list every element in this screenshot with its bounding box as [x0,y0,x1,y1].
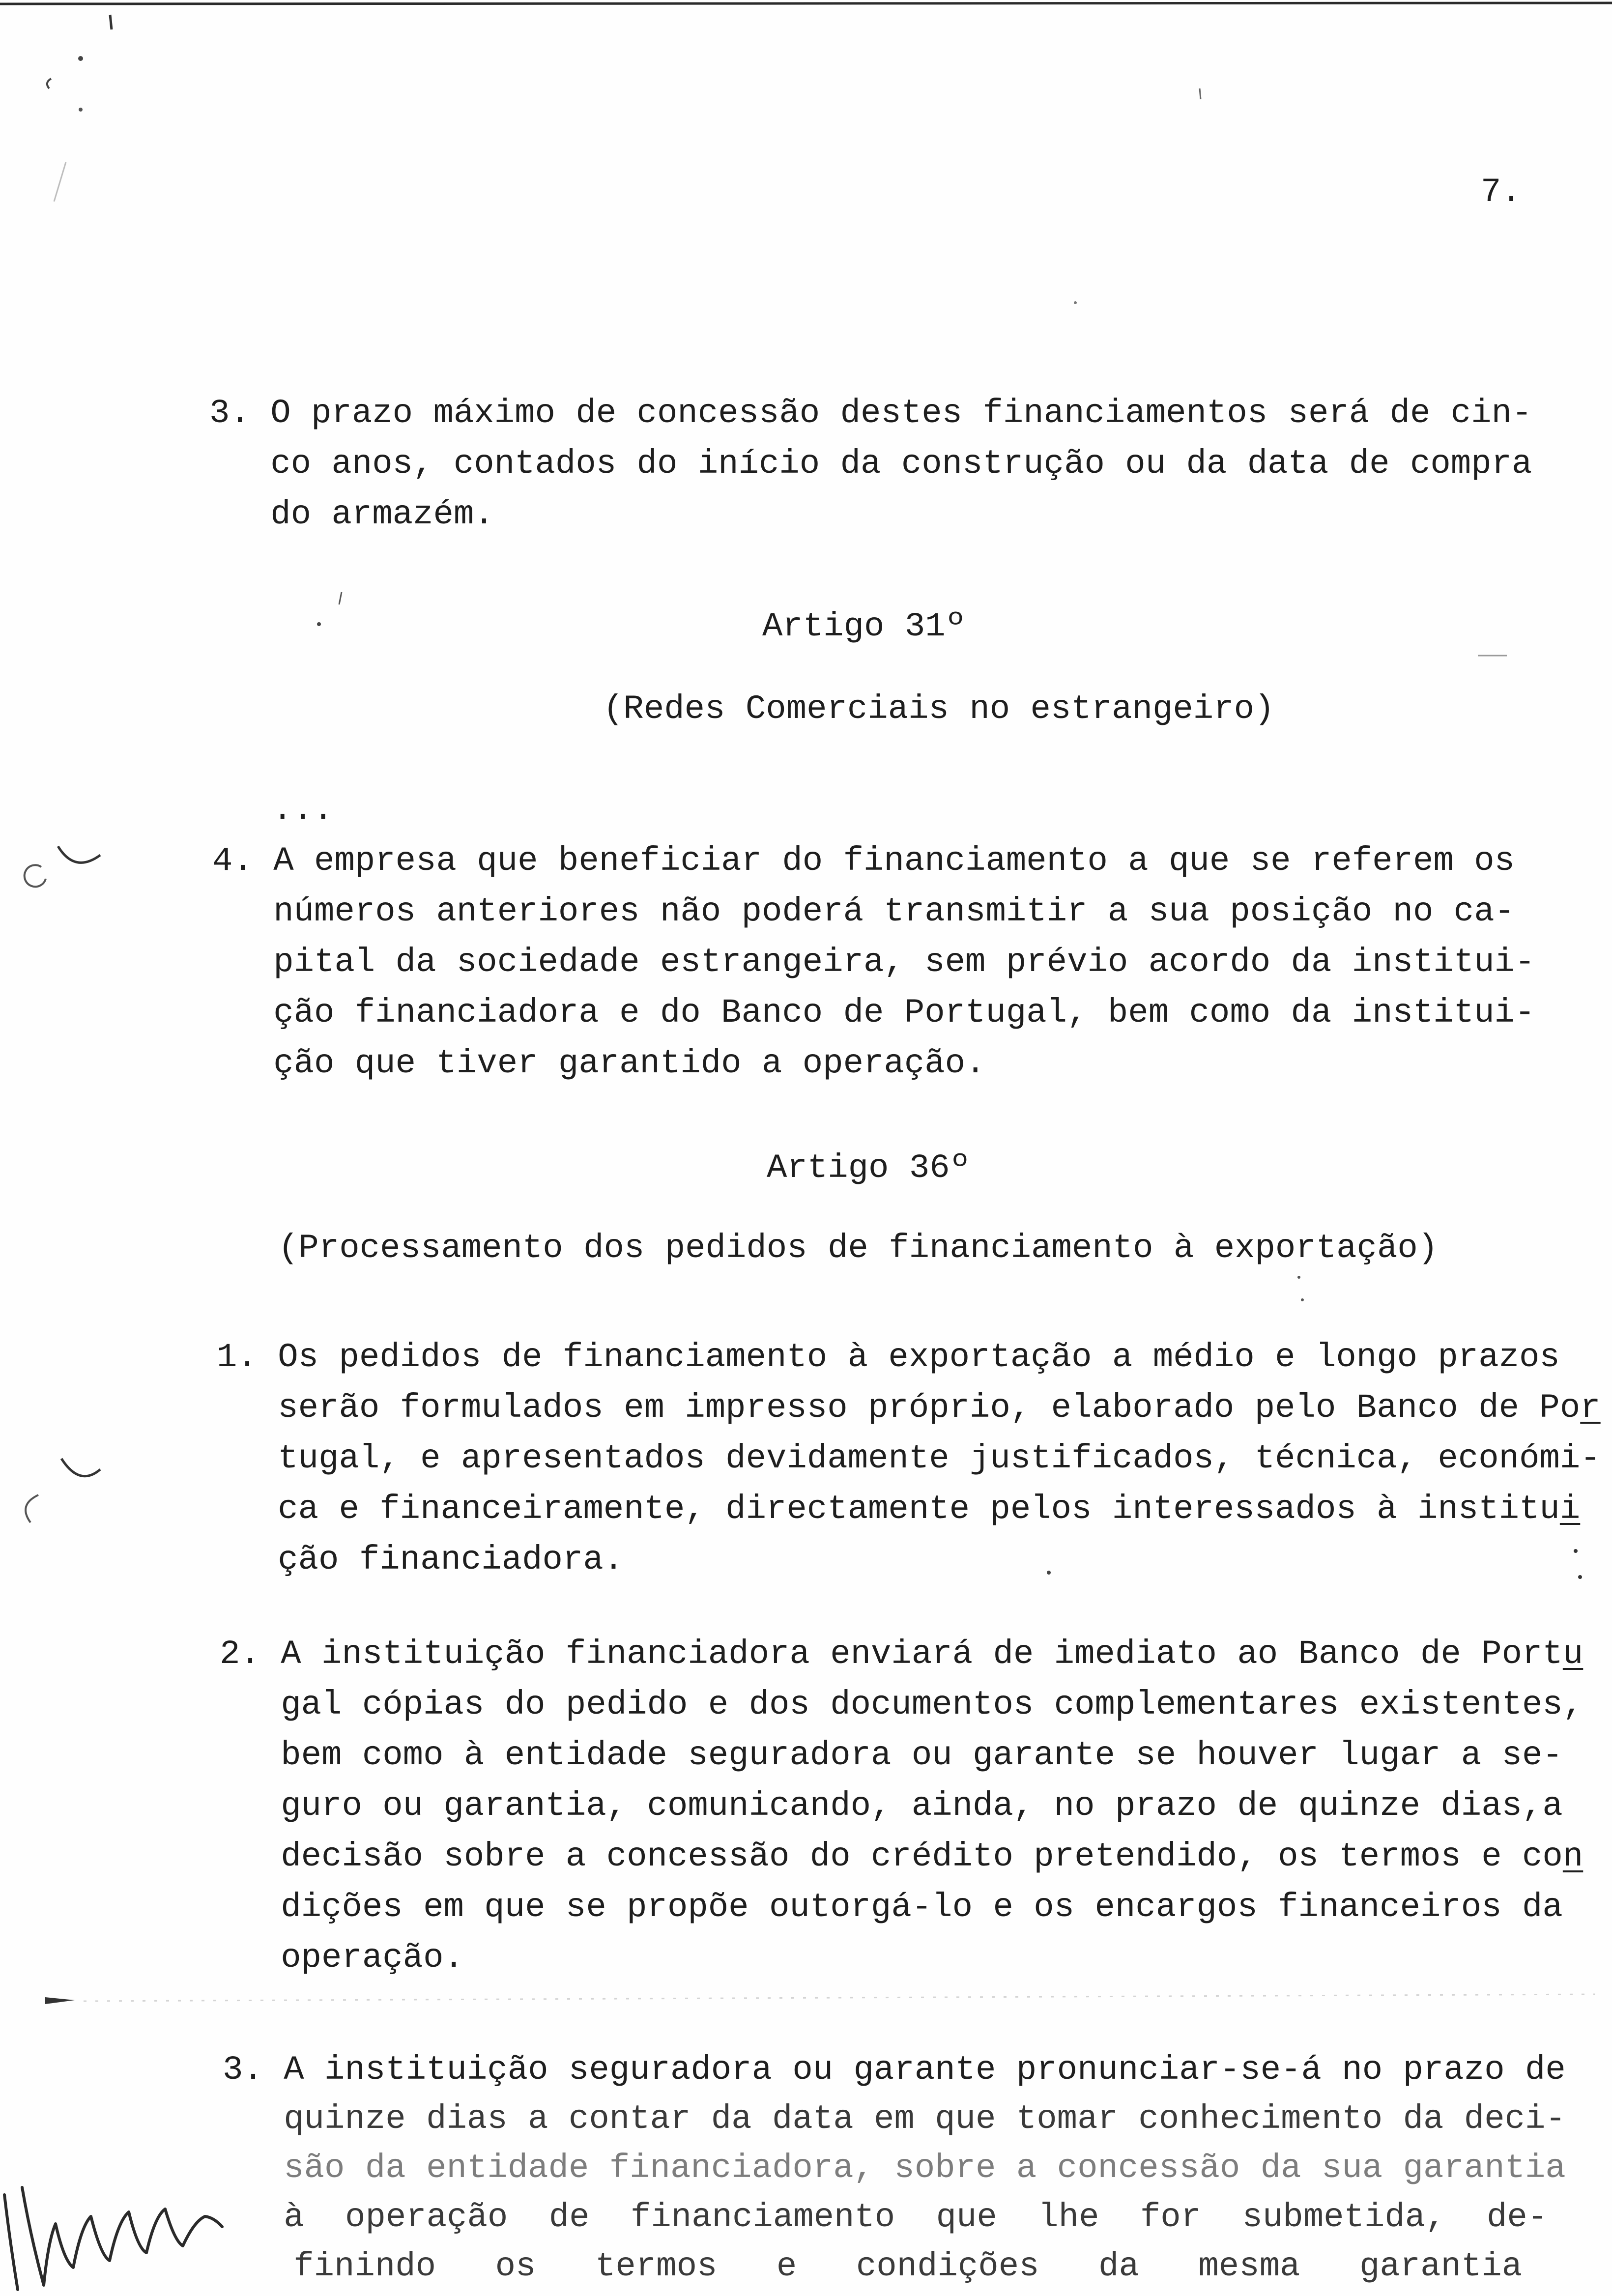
scan-speck [54,162,66,201]
paragraph-line: guro ou garantia, comunicando, ainda, no prazo de quinze dias,a [281,1787,1563,1825]
paragraph-text [281,1629,1583,1983]
scan-speck [339,592,342,604]
scan-speck [1074,301,1077,304]
paragraph-line: do armazém. [270,495,494,534]
punch-hole-mark [61,1459,100,1476]
paragraph-number: 4. [212,842,253,880]
scan-speck [79,108,83,112]
punch-hole-mark [25,865,46,887]
paragraph-line: ca e financeiramente, directamente pelos interessados à institui [278,1490,1581,1528]
scan-edge-line [0,3,1612,4]
page-number: 7. [1481,173,1522,211]
article-subheading: (Redes Comerciais no estrangeiro) [603,690,1275,728]
paragraph-number: 3. [223,2051,263,2089]
paragraph-number: 3. [209,394,250,432]
paragraph-line: gal cópias do pedido e dos documentos complementares existentes, [281,1686,1583,1724]
paragraph-line: operação. [281,1939,464,1977]
handwritten-mark [4,2187,222,2290]
paragraph-line: à operação de financiamento que lhe for submetida, de- [284,2198,1548,2237]
paragraph-line: quinze dias a contar da data em que tomar conhecimento da deci- [284,2100,1566,2138]
scan-speck [110,15,112,29]
paragraph-line: pital da sociedade estrangeira, sem prévio acordo da institui- [273,943,1535,981]
paragraph-line: A instituição financiadora enviará de imediato ao Banco de Portu [281,1635,1583,1673]
omission-ellipsis: ... [272,791,334,829]
paragraph-line: A empresa que beneficiar do financiamento a que se referem os [273,842,1515,880]
paragraph-text [273,836,1535,1089]
word-split-underline: u [1562,1635,1583,1673]
word-split-underline: n [1562,1837,1583,1876]
scan-speck [78,56,83,61]
paragraph-line: serão formulados em impresso próprio, elaborado pelo Banco de Por [278,1389,1601,1427]
paragraph-line: são da entidade financiadora, sobre a concessão da sua garantia [284,2149,1566,2187]
paragraph-line: finindo os termos e condições da mesma garantia [293,2247,1523,2286]
paragraph-number: 1. [217,1338,258,1377]
paragraph-text [284,2045,1566,2291]
paragraph-line: Os pedidos de financiamento à exportação a médio e longo prazos [278,1338,1560,1377]
paragraph-line: O prazo máximo de concessão destes financiamentos será de cin- [270,394,1532,432]
paragraph-line: ção financiadora. [278,1541,624,1579]
paragraph-line: decisão sobre a concessão do crédito pretendido, os termos e con [281,1837,1583,1876]
punch-hole-mark [26,1495,38,1522]
article-heading: Artigo 31º [762,607,966,646]
scan-noise-line [84,1994,1595,2001]
paragraph-text [278,1332,1600,1585]
article-subheading: (Processamento dos pedidos de financiamento à exportação) [278,1229,1439,1267]
scan-speck [1200,88,1201,99]
paragraph-line: números anteriores não poderá transmitir a sua posição no ca- [273,892,1515,931]
paragraph [209,388,1532,540]
word-split-underline: i [1559,1490,1581,1528]
scan-speck [1301,1298,1304,1301]
paragraph [212,836,1535,1089]
paragraph [220,1629,1583,1983]
paragraph-text [270,388,1532,540]
punch-hole-mark [58,846,100,862]
paragraph-line: bem como à entidade seguradora ou garante se houver lugar a se- [281,1736,1563,1775]
paragraph-line: ção que tiver garantido a operação. [273,1044,986,1083]
margin-arrow-mark [45,1997,75,2004]
word-split-underline: r [1580,1389,1601,1427]
scan-speck [47,79,51,88]
paragraph-number: 2. [220,1635,260,1673]
paragraph-line: A instituição seguradora ou garante pronunciar-se-á no prazo de [284,2051,1566,2089]
paragraph [217,1332,1601,1585]
paragraph-line: co anos, contados do início da construção ou da data de compra [270,445,1532,483]
paragraph-line: ção financiadora e do Banco de Portugal, bem como da institui- [273,994,1535,1032]
scan-speck [317,622,321,626]
scan-speck [1297,1276,1300,1279]
paragraph-line: tugal, e apresentados devidamente justificados, técnica, económi- [278,1439,1601,1478]
paragraph [223,2045,1566,2291]
paragraph-line: dições em que se propõe outorgá-lo e os encargos financeiros da [281,1888,1563,1926]
article-heading: Artigo 36º [767,1149,971,1187]
